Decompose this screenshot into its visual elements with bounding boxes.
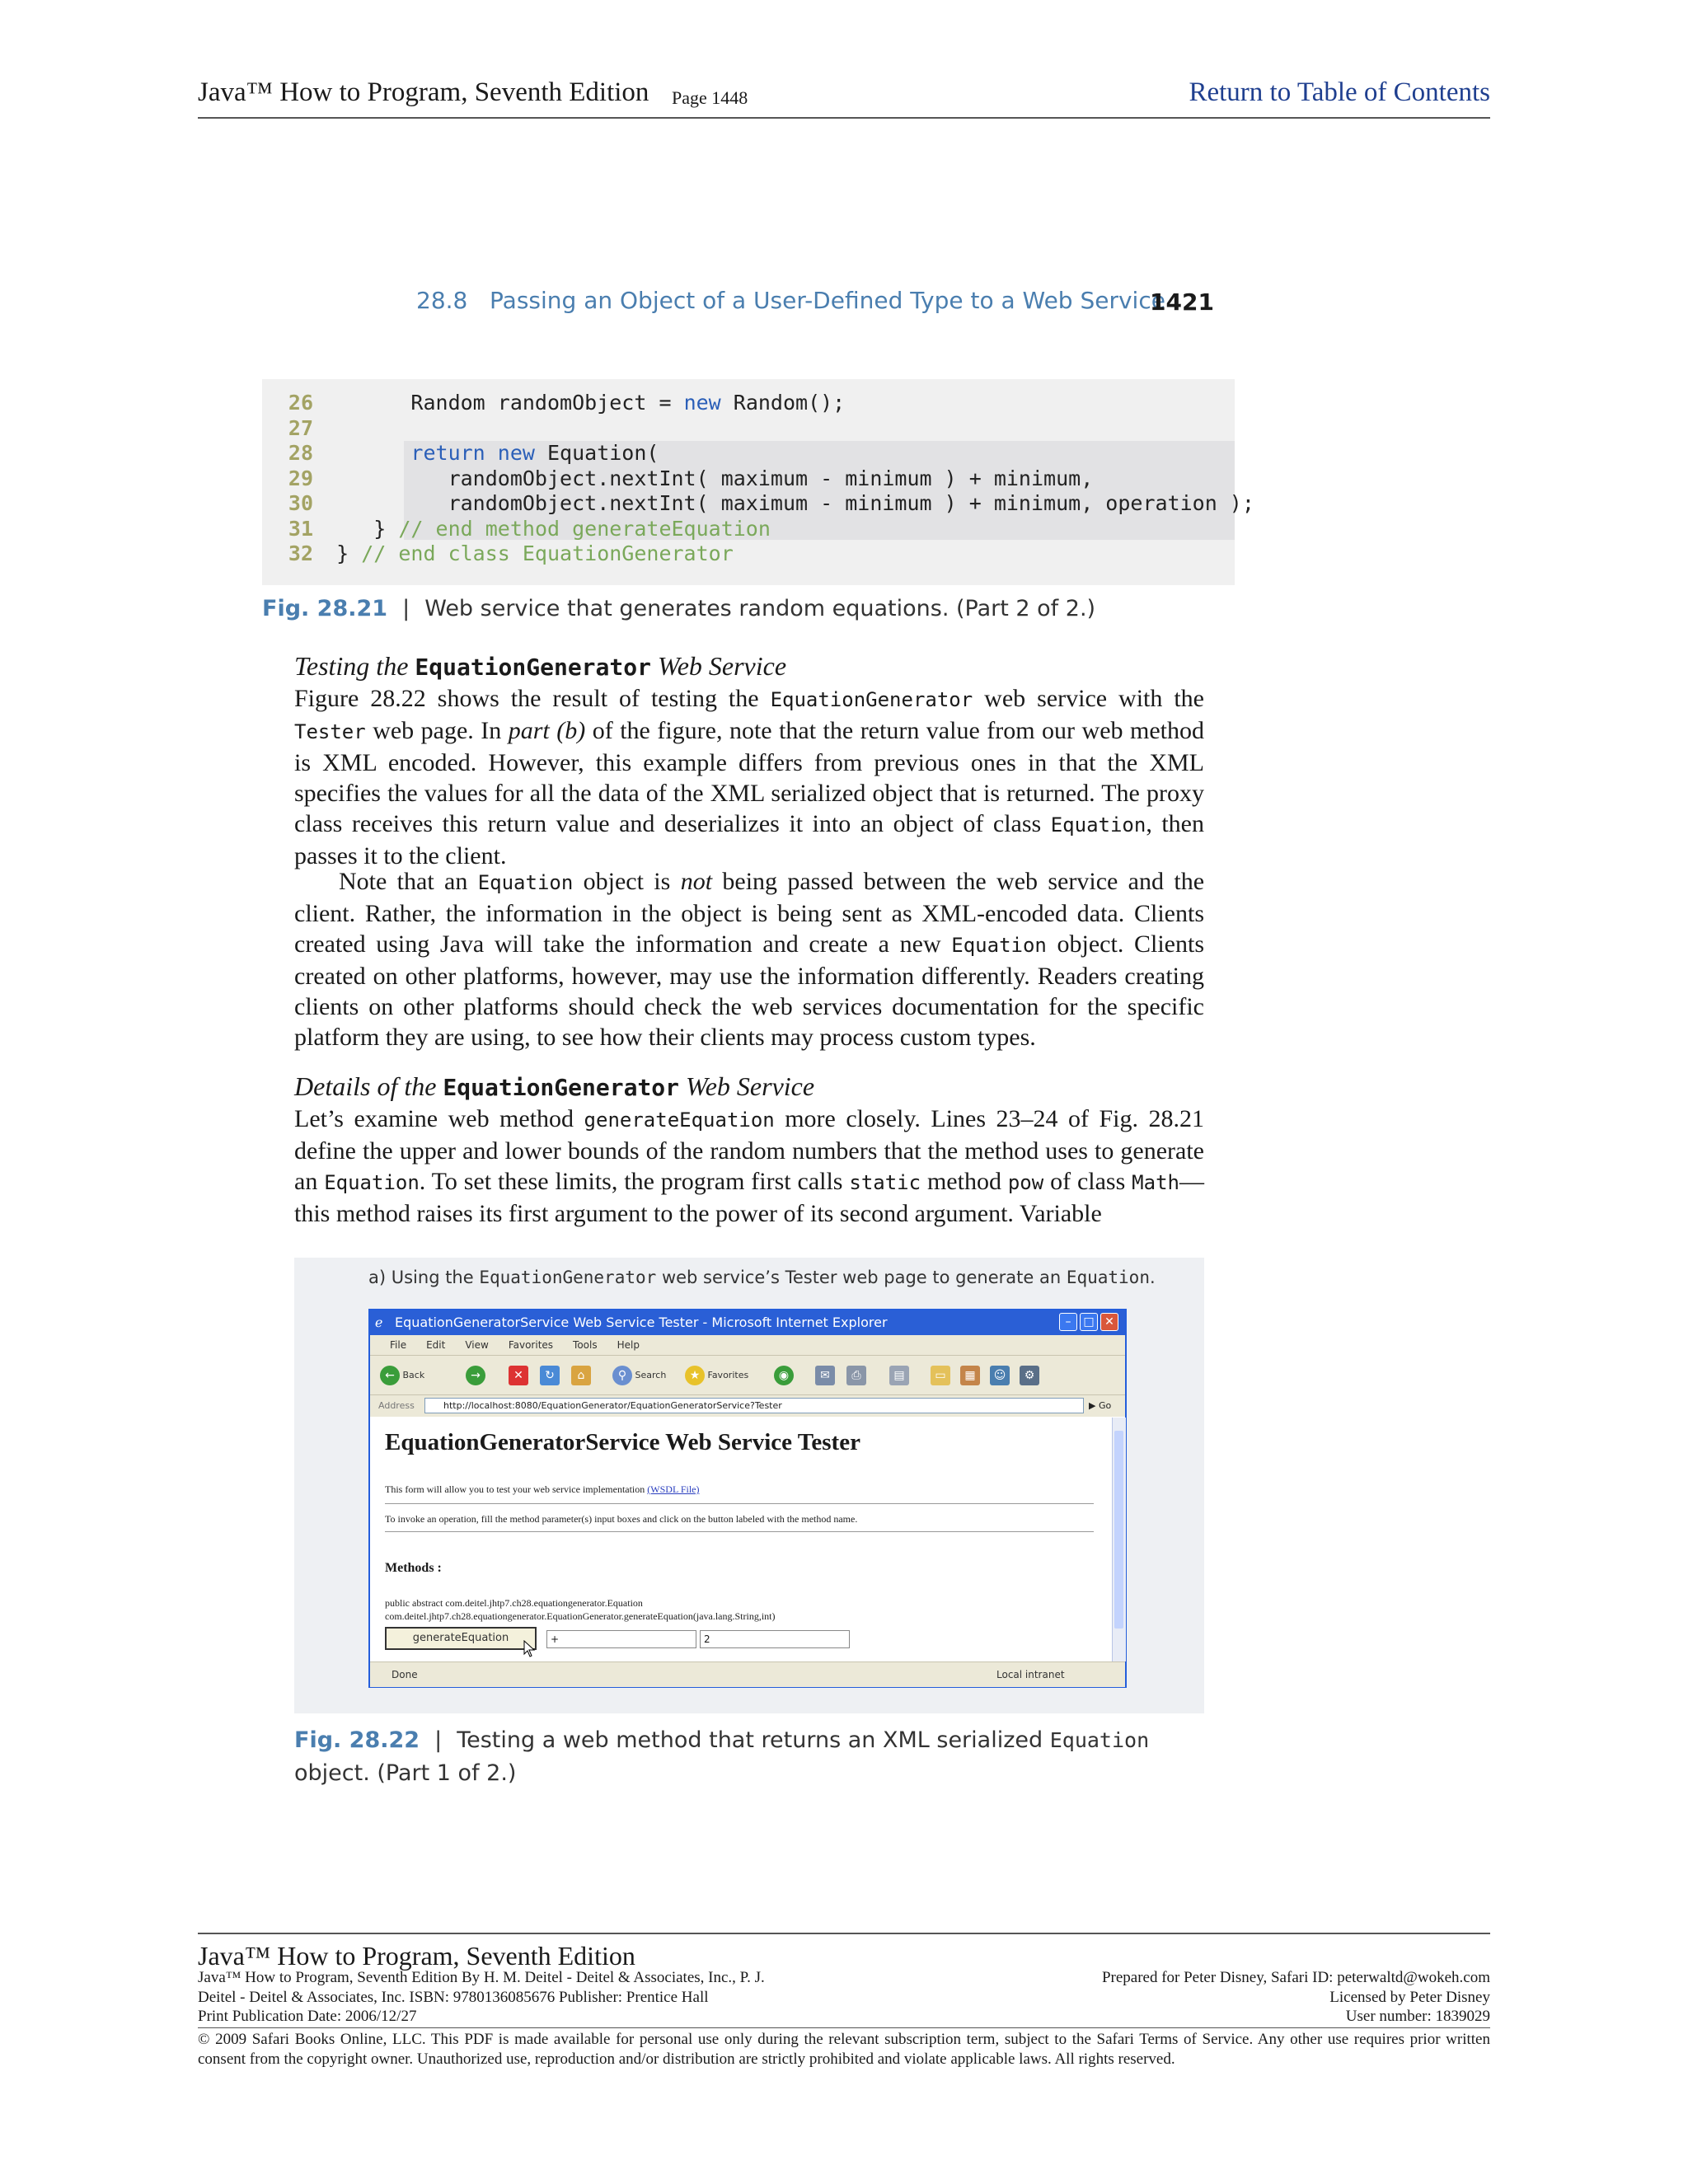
inline-code: pow [1007, 1171, 1044, 1194]
subheading-testing [294, 651, 786, 682]
figure-label: Fig. 28.22 [294, 1727, 420, 1753]
figure-caption-28-22: Fig. 28.22 | Testing a web method that returns an XML serialized Equation object. (Part 1 of 2.) [294, 1727, 1150, 1786]
folder-icon: ▭ [931, 1366, 950, 1385]
menu-item-edit[interactable]: Edit [426, 1339, 446, 1351]
subcaption-text: . [1149, 1268, 1156, 1287]
book-title: Java™ How to Program, Seventh Edition [198, 77, 649, 107]
code-text [312, 490, 1254, 516]
footer-text: Prepared for Peter Disney, Safari ID: peterwaltd@wokeh.com [1101, 1969, 1490, 1986]
browser-window [368, 1309, 1127, 1688]
menu-item-favorites[interactable]: Favorites [508, 1339, 554, 1351]
inline-code: Equation [951, 934, 1047, 957]
address-input[interactable]: http://localhost:8080/EquationGenerator/EquationGeneratorService?Tester [424, 1398, 1084, 1413]
section-heading: 28.8 Passing an Object of a User-Defined Type to a Web Service [416, 287, 1165, 314]
address-bar [370, 1394, 1125, 1417]
invoke-instructions: To invoke an operation, fill the method parameter(s) input boxes and click on the button labeled with the method name. [385, 1513, 858, 1525]
line-number: 28 [288, 441, 313, 465]
code-text [312, 466, 1093, 491]
forward-arrow-icon: → [466, 1366, 485, 1385]
inline-code: Equation [324, 1171, 420, 1194]
paragraph-testing-1 [294, 683, 1204, 871]
subcaption-code: Equation [1066, 1268, 1150, 1287]
menu-item-view[interactable]: View [465, 1339, 489, 1351]
toc-link[interactable]: Return to Table of Contents [1189, 77, 1490, 107]
menu-item-tools[interactable]: Tools [573, 1339, 598, 1351]
footer-divider [198, 2027, 1490, 2028]
footer-text: User number: 1839029 [1345, 2008, 1490, 2025]
code-token: randomObject.nextInt( maximum - minimum ) + minimum, [448, 466, 1094, 490]
messenger-icon: ☺ [990, 1366, 1010, 1385]
inline-code: generateEquation [584, 1108, 775, 1132]
home-icon: ⌂ [571, 1366, 591, 1385]
inline-code: Math [1132, 1171, 1179, 1194]
research-icon: ▦ [960, 1366, 980, 1385]
code-text [312, 541, 734, 566]
code-text [312, 440, 659, 466]
text-run: , then passes it to the client. [294, 810, 1204, 869]
heading-text: Web Service [679, 1071, 815, 1101]
generate-equation-button[interactable]: generateEquation [385, 1627, 537, 1650]
paragraph-details-1 [294, 1104, 1204, 1229]
subcaption-code: EquationGenerator [479, 1268, 657, 1287]
figure-caption-text: Web service that generates random equations. (Part 2 of 2.) [424, 596, 1096, 621]
heading-code: EquationGenerator [415, 654, 651, 681]
browser-title-bar [370, 1310, 1125, 1335]
text-run: web service with the [973, 685, 1205, 712]
footer-title: Java™ How to Program, Seventh Edition [198, 1941, 635, 1971]
window-title: EquationGeneratorService Web Service Tester - Microsoft Internet Explorer [395, 1315, 888, 1330]
go-button[interactable]: ▶ Go [1089, 1400, 1112, 1411]
paragraph-testing-2 [294, 866, 1204, 1052]
inline-code: static [849, 1171, 921, 1194]
figure-label: Fig. 28.21 [262, 596, 388, 621]
page-number: 1421 [1150, 288, 1214, 316]
line-number: 27 [288, 415, 313, 440]
vertical-scrollbar[interactable] [1112, 1418, 1126, 1661]
subcaption-text: a) Using the [368, 1268, 480, 1287]
text-run: method [921, 1168, 1008, 1195]
text-run: Let’s examine web method [294, 1105, 584, 1132]
mouse-cursor-icon [523, 1640, 537, 1658]
code-keyword: return [410, 441, 485, 465]
code-token: Equation( [534, 441, 659, 465]
back-label: Back [402, 1370, 425, 1380]
stop-icon: ✕ [509, 1366, 528, 1385]
figure-caption-text: Testing a web method that returns an XML serialized [457, 1727, 1050, 1753]
back-arrow-icon: ← [380, 1366, 400, 1385]
status-done: Done [392, 1669, 418, 1680]
forward-button[interactable] [466, 1364, 485, 1387]
figure-panel [294, 1258, 1204, 1713]
page-footer [198, 1933, 1490, 2068]
footer-text: Deitel - Deitel & Associates, Inc. ISBN: 9780136085676 Publisher: Prentice Hall [198, 1989, 709, 2006]
research-button[interactable] [960, 1364, 980, 1387]
media-icon: ◉ [774, 1366, 794, 1385]
methods-label: Methods : [385, 1561, 442, 1575]
line-number: 30 [288, 491, 313, 515]
edit-icon: ▤ [889, 1366, 909, 1385]
favorites-label: Favorites [707, 1370, 749, 1380]
copyright-notice: © 2009 Safari Books Online, LLC. This PDF is made available for personal use only during the relevant subscription term, subject to the Safari Terms of Service. Any other use requires prior written consent from the copyright owner. Unauthorized use, reproduction and/or distribution are strictly prohibited and violate applicable laws. All rights reserved. [198, 2031, 1490, 2068]
inline-code: Equation [477, 871, 574, 894]
ie-logo-icon: ℯ [375, 1315, 383, 1330]
text-run: . To set these limits, the program first calls [419, 1168, 850, 1195]
figure-caption-code: Equation [1049, 1728, 1150, 1752]
code-comment: // end class EquationGenerator [361, 541, 734, 565]
text-run: Figure 28.22 shows the result of testing the [294, 685, 771, 712]
divider [385, 1531, 1094, 1532]
search-label: Search [635, 1370, 667, 1380]
go-label: Go [1098, 1400, 1112, 1411]
mail-button[interactable] [815, 1364, 835, 1387]
text-run: object is [573, 868, 681, 895]
inline-code: Tester [294, 720, 366, 743]
minimize-button[interactable]: – [1059, 1313, 1077, 1331]
code-comment: // end method generateEquation [398, 516, 771, 541]
code-token [485, 441, 498, 465]
footer-text: Licensed by Peter Disney [1329, 1989, 1490, 2006]
home-button[interactable] [571, 1364, 591, 1387]
refresh-icon: ↻ [540, 1366, 560, 1385]
text-run: object. Clients created on other platforms, however, may use the information differently. Readers creating clients on other platforms should check the web services documentation for the specific platform they are using, to see how their clients may process custom types. [294, 930, 1204, 1051]
status-zone: Local intranet [996, 1669, 1065, 1680]
text-run: of the figure, note that the return value from our web method is XML encoded. However, this example differs from previous ones in that the XML specifies the values for all the data of the XML serialized object that is returned. The proxy class receives this return value and deserializes it into an object of class [294, 717, 1204, 837]
code-keyword: new [683, 391, 721, 415]
scrollbar-thumb[interactable] [1114, 1431, 1123, 1629]
footer-row [198, 1989, 1490, 2008]
tester-heading: EquationGeneratorService Web Service Tester [385, 1429, 860, 1455]
code-text [312, 516, 771, 541]
tester-intro [385, 1483, 700, 1496]
code-text [312, 390, 845, 415]
subheading-details [294, 1071, 814, 1102]
footer-text: Java™ How to Program, Seventh Edition By H. M. Deitel - Deitel & Associates, Inc., P. J. [198, 1969, 765, 1986]
line-number: 26 [288, 391, 313, 415]
heading-code: EquationGenerator [443, 1074, 679, 1101]
browser-menu-bar [370, 1335, 1125, 1355]
print-button[interactable] [846, 1364, 866, 1387]
menu-item-file[interactable]: File [390, 1339, 407, 1351]
stop-button[interactable] [509, 1364, 528, 1387]
tools-icon: ⚙ [1020, 1366, 1039, 1385]
print-icon: ⎙ [846, 1366, 866, 1385]
refresh-button[interactable] [540, 1364, 560, 1387]
wsdl-link[interactable]: (WSDL File) [647, 1483, 700, 1495]
inline-code: Equation [1050, 813, 1146, 837]
code-keyword: new [497, 441, 535, 465]
search-icon: ⚲ [612, 1366, 632, 1385]
figure-subcaption [368, 1268, 1156, 1287]
page-label: Page 1448 [672, 87, 748, 108]
level-input[interactable]: 2 [700, 1630, 850, 1648]
tools-button[interactable] [1020, 1364, 1039, 1387]
line-number: 32 [288, 541, 313, 565]
search-button[interactable] [612, 1364, 666, 1387]
media-button[interactable] [774, 1364, 794, 1387]
running-header [198, 76, 1490, 119]
line-number: 31 [288, 516, 313, 541]
intro-text: This form will allow you to test your web service implementation [385, 1483, 648, 1495]
browser-toolbar [370, 1355, 1125, 1395]
divider [385, 1503, 1094, 1504]
mail-icon: ✉ [815, 1366, 835, 1385]
code-token: Random(); [720, 391, 846, 415]
heading-text: Testing the [294, 651, 415, 681]
text-run: web page. In [365, 717, 509, 744]
code-token: Random randomObject = [410, 391, 684, 415]
subcaption-text: web service’s Tester web page to generate an [656, 1268, 1067, 1287]
address-label: Address [378, 1400, 415, 1411]
text-run: Note that an [339, 868, 478, 895]
footer-row [198, 2008, 1490, 2027]
emphasis: part (b) [508, 717, 586, 744]
emphasis: not [680, 868, 713, 895]
code-token: } [373, 516, 399, 541]
text-run: being passed between the web service and the client. Rather, the information in the object is being sent as XML-encoded data. Clients created using Java will take the information and create a new [294, 868, 1205, 958]
messenger-button[interactable] [990, 1364, 1010, 1387]
code-token: randomObject.nextInt( maximum - minimum ) + minimum, operation ); [448, 491, 1254, 515]
method-signature-line-2: com.deitel.jhtp7.ch28.equationgenerator.EquationGenerator.generateEquation(java.lang.String,int) [385, 1610, 776, 1622]
back-button[interactable] [380, 1364, 424, 1387]
maximize-button[interactable]: □ [1080, 1313, 1098, 1331]
code-token: } [336, 541, 362, 565]
edit-button[interactable] [889, 1364, 909, 1387]
footer-row [198, 1969, 1490, 1989]
browser-content [370, 1418, 1112, 1661]
footer-text: Print Publication Date: 2006/12/27 [198, 2008, 417, 2025]
status-bar [370, 1661, 1125, 1687]
menu-item-help[interactable]: Help [617, 1339, 640, 1351]
text-run: —this method raises its first argument to the power of its second argument. Variable [294, 1168, 1204, 1227]
close-button[interactable]: ✕ [1100, 1313, 1118, 1331]
folder-button[interactable] [931, 1364, 950, 1387]
heading-text: Details of the [294, 1071, 443, 1101]
text-run: more closely. Lines 23–24 of Fig. 28.21 define the upper and lower bounds of the random numbers that the method uses to generate an [294, 1105, 1205, 1195]
figure-caption-text: object. (Part 1 of 2.) [294, 1760, 517, 1786]
favorites-button[interactable] [685, 1364, 748, 1387]
star-icon: ★ [685, 1366, 705, 1385]
text-run: of class [1043, 1168, 1132, 1195]
operation-input[interactable]: + [546, 1630, 696, 1648]
inline-code: EquationGenerator [770, 688, 973, 711]
heading-text: Web Service [650, 651, 787, 681]
figure-caption-28-21: Fig. 28.21 | Web service that generates random equations. (Part 2 of 2.) [262, 596, 1096, 621]
method-signature-line-1: public abstract com.deitel.jhtp7.ch28.equationgenerator.Equation [385, 1597, 643, 1609]
line-number: 29 [288, 466, 313, 490]
